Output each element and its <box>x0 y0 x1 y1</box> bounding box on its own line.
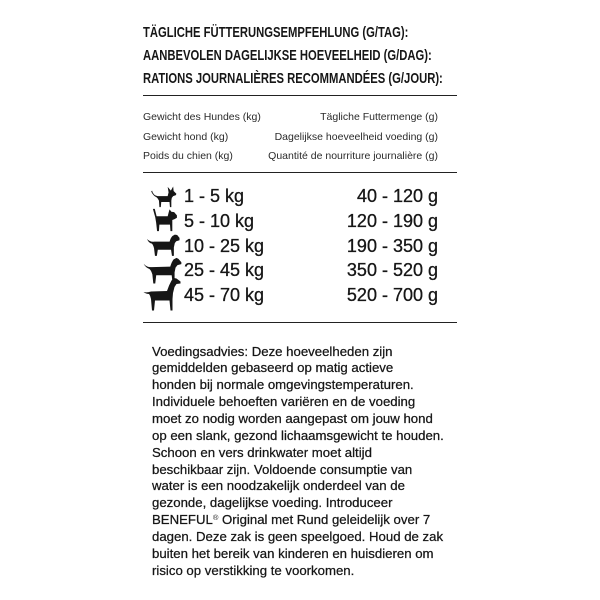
advice-line: dagen. Deze zak is geen speelgoed. Houd de zak <box>152 528 444 544</box>
weight-column-label: Gewicht hond (kg) <box>143 130 229 143</box>
advice-line <box>152 512 444 529</box>
weight-range: 1 - 5 kg <box>184 186 245 206</box>
advice-line: Voedingsadvies: Deze hoeveelheden zijn <box>152 343 393 359</box>
medium-dog-icon <box>146 232 180 257</box>
weight-range: 10 - 25 kg <box>184 235 265 256</box>
weight-range: 25 - 45 kg <box>184 260 265 281</box>
weight-column-label: Poids du chien (kg) <box>143 150 233 162</box>
small-dog-icon <box>150 208 178 232</box>
title-block <box>143 21 543 90</box>
feeding-table <box>143 184 438 308</box>
advice-line: Individuele behoeften variëren en de voeding <box>152 394 416 410</box>
table-row <box>143 209 438 234</box>
advice-line: water is een noodzakelijk onderdeel van de <box>152 478 405 494</box>
table-row <box>143 234 438 259</box>
advice-line: beschikbaar zijn. Voldoende consumptie van <box>152 461 413 477</box>
header-row <box>143 128 438 148</box>
dog-silhouette <box>143 277 181 311</box>
advice-line: moet zo nodig worden aangepast om jouw hond <box>152 410 433 426</box>
advice-line: gezonde, dagelijkse voeding. Introduceer <box>152 495 393 511</box>
dog-shape <box>147 235 180 256</box>
dog-shape <box>151 186 176 207</box>
header-row <box>143 108 438 128</box>
advice-line-text: Original met Rund geleidelijk over 7 <box>222 512 431 528</box>
giant-dog-icon <box>143 277 181 311</box>
dog-silhouette <box>150 208 178 232</box>
brand-name: BENEFUL <box>152 512 213 528</box>
title-text: RATIONS JOURNALIÈRES RECOMMANDÉES (G/JOUR): <box>143 69 443 87</box>
weight-range: 45 - 70 kg <box>184 285 265 305</box>
dog-shape <box>144 278 181 311</box>
amount-column-label: Tägliche Futtermenge (g) <box>320 111 438 123</box>
registered-mark: ® <box>212 513 219 523</box>
weight-column-label: Gewicht des Hundes (kg) <box>143 111 261 123</box>
advice-line: risico op verstikking te voorkomen. <box>152 562 355 578</box>
title-line-german <box>143 21 543 44</box>
title-text: AANBEVOLEN DAGELIJKSE HOEVEELHEID (G/DAG): <box>143 46 432 64</box>
dog-shape <box>153 209 177 231</box>
toy-dog-icon <box>150 186 178 208</box>
title-line-french <box>143 67 543 90</box>
daily-amount: 350 - 520 g <box>346 260 438 281</box>
feeding-advice <box>152 344 444 580</box>
advice-line: Schoon en vers drinkwater moet altijd <box>152 444 372 460</box>
divider <box>143 322 457 323</box>
amount-column-label: Quantité de nourriture journalière (g) <box>268 150 438 162</box>
daily-amount: 520 - 700 g <box>346 285 438 305</box>
advice-line: honden bij normale omgevingstemperaturen. <box>152 377 414 393</box>
weight-range: 5 - 10 kg <box>184 210 255 231</box>
dog-silhouette <box>150 186 178 208</box>
advice-line: buiten het bereik van kinderen en huisdieren om <box>152 545 434 561</box>
dog-silhouette <box>146 232 180 257</box>
title-line-dutch <box>143 44 543 67</box>
daily-amount: 40 - 120 g <box>356 186 438 206</box>
divider <box>143 95 457 96</box>
table-row <box>143 258 438 283</box>
header-row <box>143 147 438 167</box>
daily-amount: 120 - 190 g <box>346 210 438 231</box>
advice-line: op een slank, gezond lichaamsgewicht te houden. <box>152 427 444 443</box>
daily-amount: 190 - 350 g <box>346 235 438 256</box>
advice-line: gemiddelden gebaseerd op matig actieve <box>152 360 394 376</box>
title-text: TÄGLICHE FÜTTERUNGSEMPFEHLUNG (G/TAG): <box>143 23 409 41</box>
divider <box>143 172 457 173</box>
table-row <box>143 184 438 209</box>
table-row <box>143 283 438 308</box>
table-header <box>143 108 438 167</box>
amount-column-label: Dagelijkse hoeveelheid voeding (g) <box>274 130 438 143</box>
